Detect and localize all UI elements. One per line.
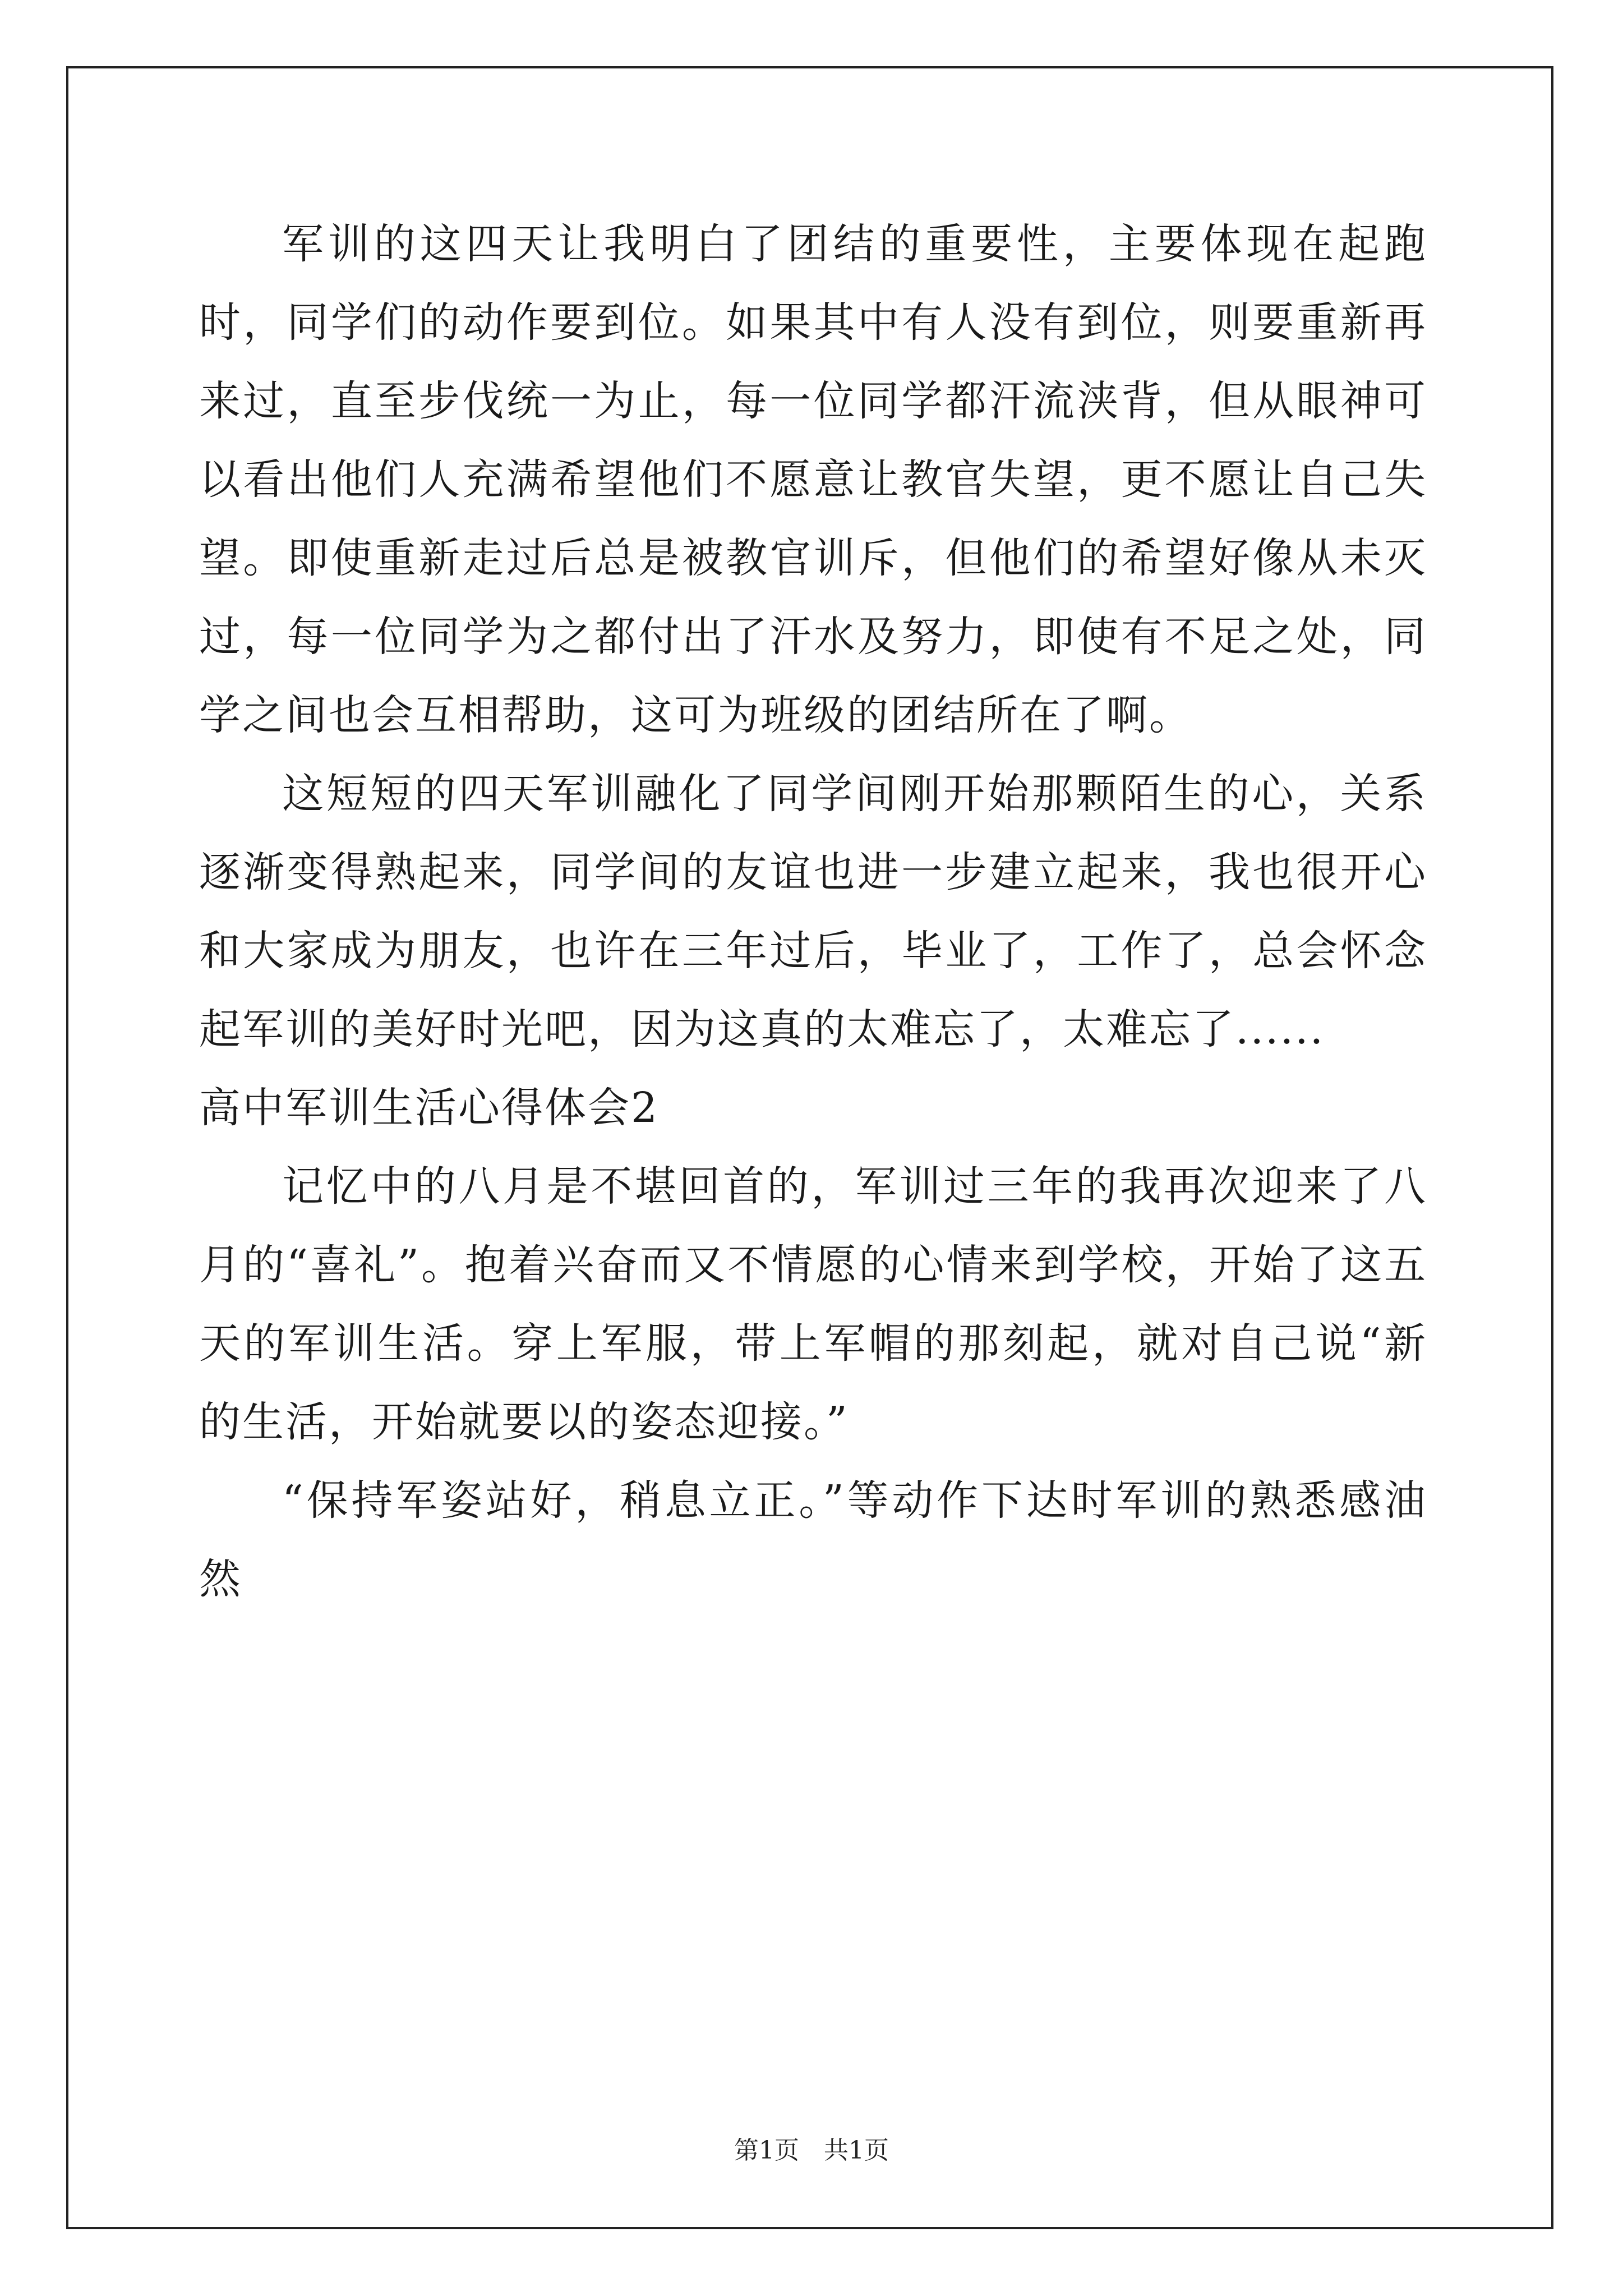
document-body xyxy=(199,205,1427,1618)
paragraph-august-memory: 记忆中的八月是不堪回首的，军训过三年的我再次迎来了八月的“喜礼”。抱着兴奋而又不情愿的心情来到学校，开始了这五天的军训生活。穿上军服，带上军帽的那刻起，就对自己说“新的生活，开始就要以的姿态迎接。” xyxy=(199,1162,1427,1446)
section-heading: 高中军训生活心得体会2 xyxy=(199,1084,660,1132)
paragraph-friendship: 这短短的四天军训融化了同学间刚开始那颗陌生的心，关系逐渐变得熟起来，同学间的友谊也进一步建立起来，我也很开心和大家成为朋友，也许在三年过后，毕业了，工作了，总会怀念起军训的美好时光吧，因为这真的太难忘了，太难忘了...... xyxy=(199,770,1427,1053)
paragraph-unity: 军训的这四天让我明白了团结的重要性，主要体现在起跑时，同学们的动作要到位。如果其中有人没有到位，则要重新再来过，直至步伐统一为止，每一位同学都汗流浃背，但从眼神可以看出他们人充满希望他们不愿意让教官失望，更不愿让自己失望。即使重新走过后总是被教官训斥，但他们的希望好像从未灭过，每一位同学为之都付出了汗水及努力，即使有不足之处，同学之间也会互相帮助，这可为班级的团结所在了啊。 xyxy=(199,220,1427,739)
paragraph-stand-at-attention: “保持军姿站好，稍息立正。”等动作下达时军训的熟悉感油然 xyxy=(199,1476,1427,1603)
page-number: 第1页 共1页 xyxy=(734,2136,889,2165)
